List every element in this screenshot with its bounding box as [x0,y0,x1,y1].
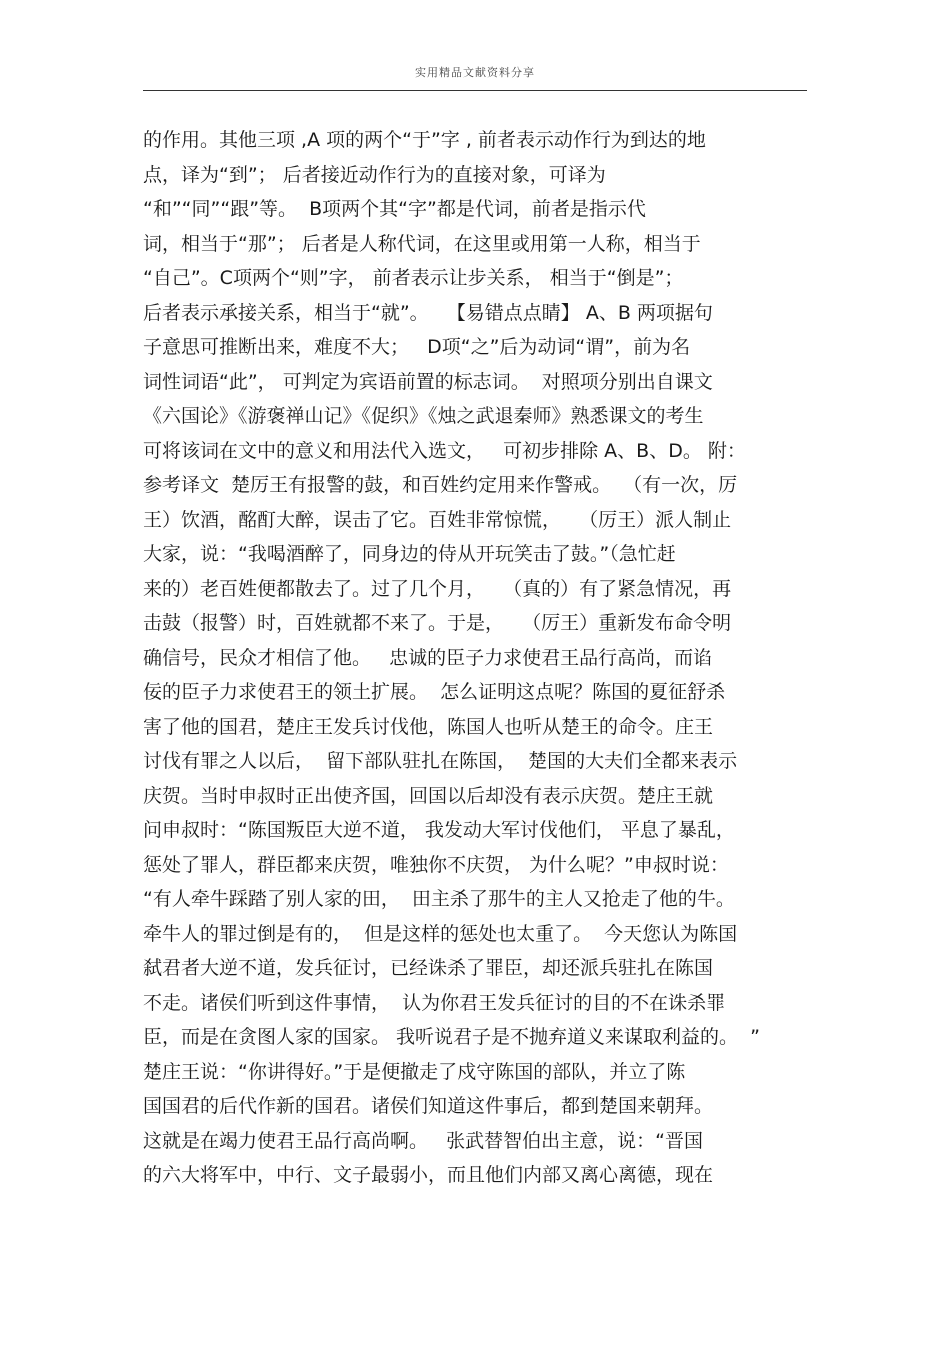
text-line: 不走。诸侯们听到这件事情， 认为你君王发兵征讨的目的不在诛杀罪 [143,991,726,1014]
text-line: 讨伐有罪之人以后， 留下部队驻扎在陈国， 楚国的大夫们全都来表示 [143,750,738,772]
text-line: 后者表示承接关系，相当于“就”。 【易错点点睛】 A、B 两项据句 [143,301,713,324]
text-line: 大家，说：“我喝酒醉了，同身边的侍从开玩笑击了鼓。”（急忙赶 [143,543,676,565]
text-line: “和”“同”“跟”等。 B项两个其“字”都是代词，前者是指示代 [143,198,646,220]
text-line: 的六大将军中，中行、文子最弱小，而且他们内部又离心离德，现在 [143,1164,714,1186]
text-line: 害了他的国君，楚庄王发兵讨伐他，陈国人也听从楚王的命令。庄王 [143,715,714,738]
text-line: 臣，而是在贪图人家的国家。 我听说君子是不抛弃道义来谋取利益的。 ” [143,1026,760,1048]
text-line: 击鼓（报警）时，百姓就都不来了。于是， （厉王）重新发布命令明 [143,612,732,634]
text-line: 来的）老百姓便都散去了。过了几个月， （真的）有了紧急情况，再 [143,577,732,600]
text-line: 佞的臣子力求使君王的领土扩展。 怎么证明这点呢？陈国的夏征舒杀 [143,681,726,703]
text-line: 点，译为“到”； 后者接近动作行为的直接对象，可译为 [143,163,606,186]
text-line: 的作用。其他三项 ,A 项的两个“于”字 , 前者表示动作行为到达的地 [143,129,706,151]
text-line: 《六国论》《游褒禅山记》《促织》《烛之武退秦师》熟悉课文的考生 [143,405,704,427]
text-line: 王）饮酒，酩酊大醉，误击了它。百姓非常惊慌， （厉王）派人制止 [143,508,732,531]
text-line: 可将该词在文中的意义和用法代入选文， 可初步排除 A、B、D。 附： [143,439,746,462]
text-line: “自己”。C项两个“则”字， 前者表示让步关系， 相当于“倒是”； [143,267,684,289]
text-line: 牵牛人的罪过倒是有的， 但是这样的惩处也太重了。 今天您认为陈国 [143,922,738,945]
text-line: 问申叔时：“陈国叛臣大逆不道， 我发动大军讨伐他们， 平息了暴乱， [143,819,735,841]
document-body [143,123,813,1193]
text-line: 词性词语“此”， 可判定为宾语前置的标志词。 对照项分别出自课文 [143,370,713,393]
text-line: 国国君的后代作新的国君。诸侯们知道这件事后，都到楚国来朝拜。 [143,1095,714,1117]
text-line: 词，相当于“那”； 后者是人称代词，在这里或用第一人称，相当于 [143,232,701,255]
text-line: 参考译文 楚厉王有报警的鼓，和百姓约定用来作警戒。 （有一次，厉 [143,474,738,496]
text-line: 惩处了罪人，群臣都来庆贺，唯独你不庆贺， 为什么呢？”申叔时说： [143,853,729,876]
text-line: “有人牵牛踩踏了别人家的田， 田主杀了那牛的主人又抢走了他的牛。 [143,888,735,910]
text-line: 这就是在竭力使君王品行高尚啊。 张武替智伯出主意，说：“晋国 [143,1129,703,1152]
text-line: 子意思可推断出来，难度不大； D项“之”后为动词“谓”，前为名 [143,336,691,358]
header-divider [143,90,807,91]
text-line: 庆贺。当时申叔时正出使齐国，回国以后却没有表示庆贺。楚庄王就 [143,784,714,807]
text-line: 确信号，民众才相信了他。 忠诚的臣子力求使君王品行高尚，而谄 [143,646,713,669]
text-line: 楚庄王说：“你讲得好。”于是便撤走了戍守陈国的部队，并立了陈 [143,1060,686,1083]
page-header: 实用精品文献资料分享 [415,66,535,79]
text-line: 弑君者大逆不道，发兵征讨，已经诛杀了罪臣，却还派兵驻扎在陈国 [143,957,714,979]
